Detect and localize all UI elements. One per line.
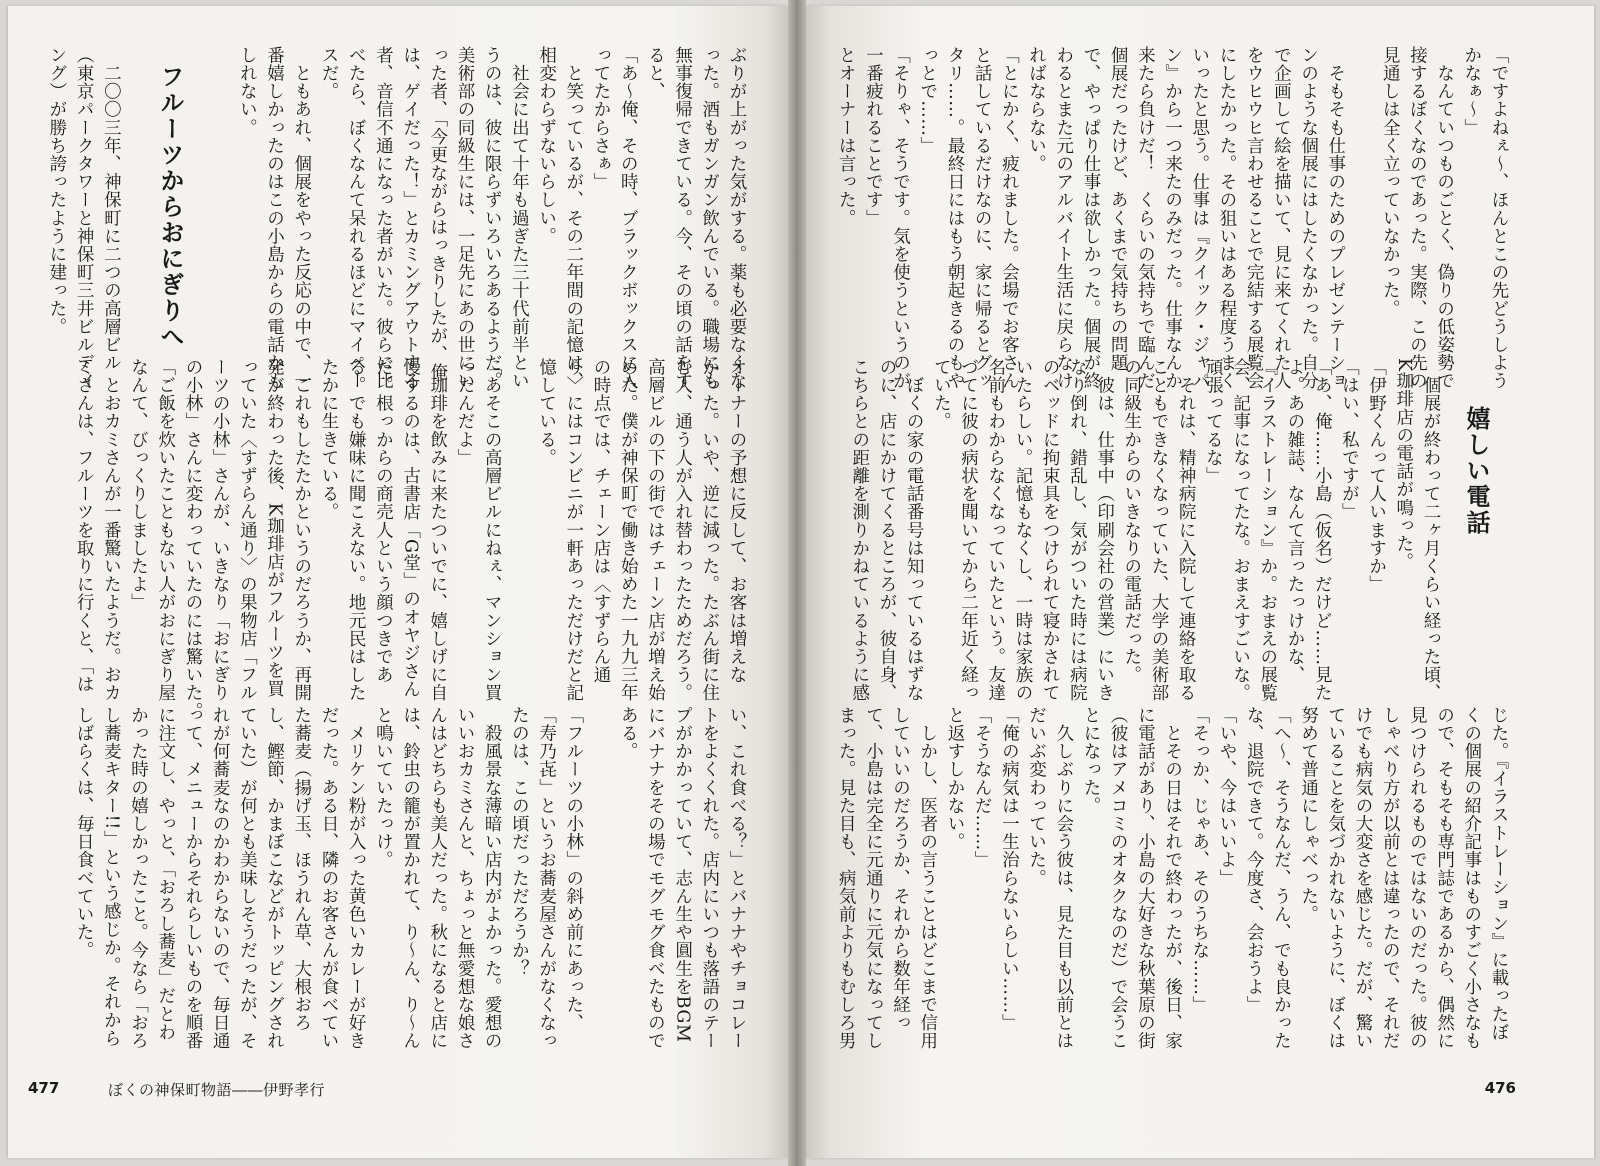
text-column: ると、 [645, 46, 666, 101]
text-column: は、ゲイだった！」とカミングアウトする [400, 46, 421, 390]
text-column: しかし、医者の言うことはどこまで信用 [917, 706, 938, 1050]
text-column: 努めて普通にしゃべった。 [1298, 706, 1319, 924]
text-column: ン』から一つ来たのみだった。仕事なんか [1162, 46, 1183, 390]
text-column: かった。いや、逆に減った。たぶん街に住 [699, 358, 720, 702]
text-column: 憶している。 [536, 358, 557, 467]
text-column: に電話があり、小島の大好きな秋葉原の街 [1135, 706, 1156, 1050]
text-column: タリ……。最終日にはもう朝起きるのもや [944, 46, 965, 390]
right-tier-2-text [846, 358, 1444, 702]
text-column: ていることを気づかれないように、ぼくは [1325, 706, 1346, 1050]
text-column: っていた〈すずらん通り〉の果物店「フル [237, 358, 258, 702]
text-column: けでも病気の大変さを感じた。だが、驚い [1352, 706, 1373, 1050]
text-column: とになった。 [1080, 706, 1101, 815]
text-column: ーツの小林」さんが、いきなり「おにぎり [210, 358, 231, 702]
text-column: の小林」さんに変わっていたのには驚いた。 [182, 358, 203, 720]
text-column: こともできなくなっていた、大学の美術部 [1148, 358, 1169, 702]
left-tier-3-text [70, 706, 750, 1050]
text-column: しれない。 [237, 46, 258, 137]
text-column [206, 46, 233, 346]
text-column: 美術部の同級生には、一足先にあの世にい [454, 46, 475, 390]
text-column: 無事復帰できている。今、その頃の話をす [672, 46, 693, 390]
text-column: 「そりゃ、そうです。気を使うというのが [890, 46, 911, 390]
section-heading-happy-call: 嬉しい電話 [1462, 406, 1490, 536]
text-column: 殺風景な薄暗い店内がよかった。愛想の [482, 706, 503, 1050]
text-column: （彼はアメコミのオタクなのだ）で会うこ [1108, 706, 1129, 1050]
text-column: ったんだよ」 [454, 358, 475, 467]
text-column: スだ。 [318, 46, 339, 101]
text-column: って、メニューからそれらしいものを順番 [182, 706, 203, 1050]
text-column: だいぶ変わっていた。 [1026, 706, 1047, 887]
left-tier-2-text [70, 358, 750, 720]
text-column: の同級生からのいきなりの電話だった。 [1121, 358, 1142, 684]
text-column: 来たら負けだ！ くらいの気持ちで臨んだ [1135, 46, 1156, 390]
text-column: ってたからさぁ」 [590, 46, 611, 191]
text-column: なんて、びっくりしましたよ」 [128, 358, 149, 612]
text-column: 「寿乃㐂」というお蕎麦屋さんがなくなっ [536, 706, 557, 1050]
text-column: 相変わらずないらしい。 [536, 46, 557, 246]
text-column: った。酒もガンガン飲んでいる。職場にも [699, 46, 720, 390]
text-column: 見通しは全く立っていなかった。 [1380, 46, 1401, 318]
text-column: 頑張ってるな」 [1203, 358, 1224, 485]
text-column: かなぁ～」 [1461, 46, 1482, 137]
text-column: る。でも嫌味に聞こえない。地元民はした [346, 358, 367, 702]
text-column: 見つけられるものではないのだった。彼の [1407, 706, 1428, 1050]
text-column: な、退院できて。今度さ、会おうよ」 [1244, 706, 1265, 1014]
text-column: K珈琲店の電話が鳴った。 [1393, 358, 1414, 571]
text-column: し、鰹節、かまぼこなどがトッピングされ [264, 706, 285, 1050]
text-column: んはどちらも美人だった。秋になると店に [427, 706, 448, 1050]
text-column: いたらしい。記憶もなくし、一時は家族の [1012, 358, 1033, 702]
text-column: にバナナをその場でモグモグ食べたもので [645, 706, 666, 1050]
text-column: 「ですよねぇ～、ほんとこの先どうしよう [1489, 46, 1509, 390]
text-column: 久しぶりに会う彼は、見た目も以前とは [1053, 706, 1074, 1050]
text-column: とおカミさんが一番驚いたようだ。おカ [101, 358, 122, 702]
text-column: の時点では、チェーン店は〈すずらん通 [590, 358, 611, 684]
text-column: た蕎麦（揚げ玉、ほうれん草、大根おろ [291, 706, 312, 1032]
right-tier-2 [849, 358, 1444, 702]
text-column: 個展だったけど、あくまで気持ちの問題 [1108, 46, 1129, 372]
text-column: れが何蕎麦なのかわからないので、毎日通 [210, 706, 231, 1050]
text-column: たのは、この頃だっただろうか？ [509, 706, 530, 978]
text-column: それは、精神病院に入院して連絡を取る [1176, 358, 1197, 702]
text-column: い、これ食べる？」とバナナやチョコレー [727, 706, 747, 1050]
text-column: メリケン粉が入った黄色いカレーが好き [346, 706, 367, 1050]
text-column: 高層ビルの下の街ではチェーン店が増え始 [645, 358, 666, 702]
text-column: （東京パークタワーと神保町三井ビルディ [74, 46, 95, 390]
text-column: ミさんは、フルーツを取りに行くと、「は [74, 358, 95, 694]
right-tier-1-text [832, 46, 1512, 390]
text-column: しばらくは、毎日食べていた。 [74, 706, 95, 960]
text-column: 彼は、仕事中（印刷会社の営業）にいき [1094, 358, 1115, 702]
text-column: と鳴いていたっけ。 [373, 706, 394, 869]
text-column: ある。 [618, 706, 639, 761]
text-column: めた。僕が神保町で働き始めた一九九三年 [618, 358, 639, 702]
text-column: 者、音信不通になった者がいた。彼らに比 [373, 46, 394, 390]
text-column: 「あ、俺……小島（仮名）だけど……見た [1312, 358, 1333, 702]
text-column: 「そうなんだ……」 [972, 706, 993, 869]
text-column: 「あそこの高層ビルにねぇ、マンション買 [482, 358, 503, 702]
text-column: に注文し、やっと、「おろし蕎麦」だとわ [155, 706, 176, 1042]
text-column: ンのような個展にはしたくなかった。自分 [1298, 46, 1319, 390]
text-column: り〉にはコンビニが一軒あっただけだと記 [563, 358, 584, 702]
text-column: べたら、ぼくなんて呆れるほどにマイペー [346, 46, 367, 390]
text-column: よ。あの雑誌、なんて言ったっけかな、 [1284, 358, 1305, 684]
text-column: 社会に出て十年も過ぎた三十代前半とい [509, 46, 530, 390]
text-column: そもそも仕事のためのプレゼンテーショ [1325, 46, 1346, 390]
text-column: こちらとの距離を測りかねているように感 [849, 358, 870, 702]
text-column [587, 706, 614, 1041]
text-column: 「あ～俺、その時、ブラックボックスに入 [618, 46, 639, 390]
text-column: ング）が勝ち誇ったように建った。 [46, 46, 67, 336]
text-column: ぶりが上がった気がする。薬も必要なくな [727, 46, 747, 390]
text-column: 発が終わった後、K珈琲店がフルーツを買 [264, 358, 285, 698]
text-column [1349, 46, 1376, 346]
text-column: だ。根っからの商売人という顔つきであ [373, 358, 394, 684]
text-column: まった。見た目も、病気前よりもむしろ男 [836, 706, 857, 1050]
text-column: 「へ～、そうなんだ、うん、でも良かった [1271, 706, 1292, 1050]
text-column: 二〇〇三年、神保町に二つの高層ビル [101, 46, 122, 372]
book-gutter [788, 0, 806, 1166]
text-column: なんていつものごとく、偽りの低姿勢で [1434, 46, 1455, 390]
text-column: をウヒウヒ言わせることで完結する展覧会 [1244, 46, 1265, 390]
page-476 [806, 6, 1594, 1158]
text-column: トをよくくれた。店内にいつも落語のテー [699, 706, 720, 1050]
text-column: かった時の嬉しかったこと。今なら「おろ [128, 706, 149, 1050]
text-column: のに、店にかけてくるところが、彼自身、 [876, 358, 897, 702]
text-column: じた。『イラストレーション』に載ったぼ [1489, 706, 1509, 1042]
text-column: 『イラストレーション』か。おまえの展覧 [1257, 358, 1278, 702]
text-column: とオーナーは言った。 [836, 46, 857, 227]
text-column: なり倒れ、錯乱し、気がついた時には病院 [1067, 358, 1088, 702]
text-column: だった。ある日、隣のお客さんが食べてい [318, 706, 339, 1050]
text-column: づてに彼の病状を聞いてから二年近く経っ [958, 358, 979, 702]
text-column: 個展が終わって二ヶ月くらい経った頃、 [1421, 358, 1441, 702]
folio-476: 476 [1484, 1079, 1516, 1097]
text-column: ので、そもそも専門誌であるから、偶然に [1434, 706, 1455, 1050]
text-column: で企画して絵を描いて、見に来てくれた人 [1271, 46, 1292, 390]
text-column: っとで……」 [917, 46, 938, 155]
text-column: 会、記事になってたな。おまえすごいな。 [1230, 358, 1251, 702]
text-column: 接するぼくなのであった。実際、この先の [1407, 46, 1428, 390]
text-column: った者、「今更ながらはっきりしたが、俺 [427, 46, 448, 382]
text-column: オーナーの予想に反して、お客は増えな [727, 358, 747, 684]
text-column: ていた。 [931, 358, 952, 431]
text-column: 慢するのは、古書店「G堂」のオヤジさん [400, 358, 421, 699]
right-tier-1 [836, 46, 1512, 390]
section-heading-fruits-to-onigiri: フルーツからおにぎりへ [156, 64, 184, 350]
text-column: うのは、彼に限らずいろいろあるようだ。 [482, 46, 503, 390]
text-column: しゃべり方が以前とは違ったので、それだ [1380, 706, 1401, 1050]
left-tier-1-text [43, 46, 750, 390]
text-column: 「いや、今はいいよ」 [1216, 706, 1237, 887]
text-column: くの個展の紹介記事はものすごく小さなも [1461, 706, 1482, 1050]
text-column: 一番疲れることです」 [863, 46, 884, 227]
left-tier-2 [60, 358, 750, 720]
text-column: て、小島は完全に元通りに元気になってし [863, 706, 884, 1050]
right-tier-3 [836, 706, 1512, 1050]
text-column: プがかかっていて、志ん生や圓生をBGM [672, 706, 693, 1043]
text-column: 「そっか、じゃあ、そのうちな……」 [1189, 706, 1210, 1014]
text-column: にしたかった。その狙いはある程度うまく [1216, 46, 1237, 390]
text-column: のベッドに拘束具をつけられて寝かされて [1040, 358, 1061, 702]
text-column: 「俺の病気は一生治らないらしい……」 [999, 706, 1020, 1032]
text-column: していいのだろうか、それから数年経っ [890, 706, 911, 1032]
text-column: 「はい、私ですが」 [1339, 358, 1360, 521]
text-column [124, 46, 151, 346]
page-477 [8, 6, 788, 1158]
text-column: ればならない。 [1026, 46, 1047, 173]
text-column: む人、通う人が入れ替わったためだろう。 [672, 358, 693, 702]
folio-477: 477 [28, 1079, 60, 1097]
text-column: は、鈴虫の籠が置かれて、り～ん、り～ん [400, 706, 421, 1050]
running-head: ぼくの神保町物語――伊野孝行 [108, 1081, 326, 1099]
text-column: 「伊野くんって人いますか」 [1366, 358, 1387, 594]
text-column: 「とにかく、疲れました。会場でお客さん [999, 46, 1020, 390]
text-column: たかに生きている。 [318, 358, 339, 521]
text-column: 珈琲を飲みに来たついでに、嬉しげに自 [427, 358, 448, 702]
text-column: 番嬉しかったのはこの小島からの電話かも [264, 46, 285, 390]
text-column [505, 358, 532, 693]
left-tier-3 [60, 706, 750, 1050]
text-column: わるとまた元のアルバイト生活に戻らなけ [1053, 46, 1074, 390]
text-column: ともあれ、個展をやった反応の中で、一 [291, 46, 312, 390]
text-column: ていた）が何とも美味しそうだったが、そ [237, 706, 258, 1050]
text-column: と笑っているが、その二年間の記憶は、 [563, 46, 584, 390]
text-column: 「ご飯を炊いたこともない人がおにぎり屋 [155, 358, 176, 702]
text-column: いいおカミさんと、ちょっと無愛想な娘さ [454, 706, 475, 1050]
text-column: 「フルーツの小林」の斜め前にあった、 [563, 706, 584, 1032]
text-column: で、やっぱり仕事は欲しかった。個展が終 [1080, 46, 1101, 390]
text-column: と返すしかない。 [944, 706, 965, 851]
text-column: とその日はそれで終わったが、後日、家 [1162, 706, 1183, 1050]
text-column: 名前もわからなくなっていたという。友達 [985, 358, 1006, 702]
text-column: し蕎麦キター!!」という感じか。それから [101, 706, 122, 1048]
text-column: ぼくの家の電話番号は知っているはずな [904, 358, 925, 702]
text-column: と話しているだけなのに、家に帰るとグッ [972, 46, 993, 390]
right-tier-3-text [832, 706, 1512, 1050]
text-column: いったと思う。仕事は『クイック・ジャパ [1189, 46, 1210, 390]
text-column: これもしたたかというのだろうか、再開 [291, 358, 312, 702]
